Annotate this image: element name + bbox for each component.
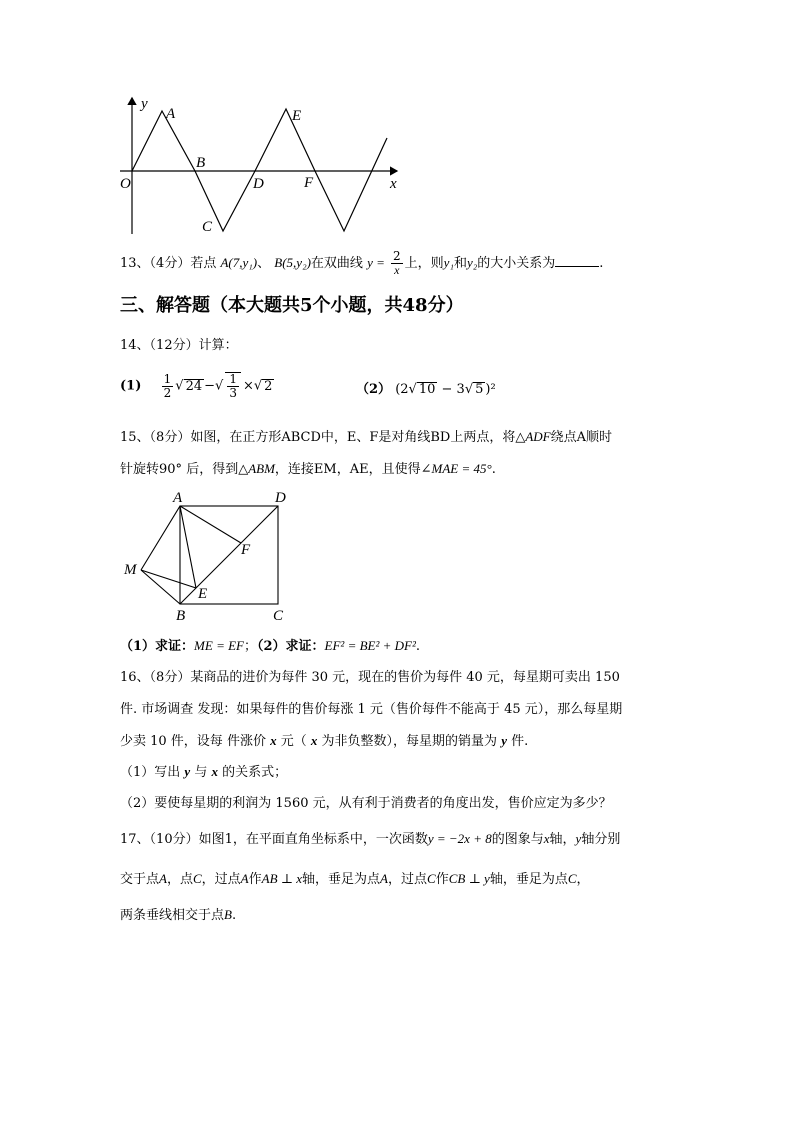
- point-B-label: B: [196, 155, 206, 171]
- q13-text-a: 若点: [190, 256, 217, 271]
- q15-angle: ∠MAE = 45°: [420, 461, 492, 476]
- q16-line-3: [120, 730, 528, 749]
- q13-y2: y₂: [466, 255, 478, 270]
- q14-part-2: [356, 378, 496, 397]
- q17-line2-f: ，过点: [388, 872, 428, 887]
- q14-p2-radicand-2: 5: [475, 382, 484, 397]
- q17-line1-b: 的图象与: [491, 832, 544, 847]
- q14-p1-frac-den: 3: [229, 386, 237, 400]
- question-14: [120, 334, 238, 353]
- q14-p2-label: （2）: [356, 382, 392, 397]
- q17-point-c-2: C: [427, 871, 436, 886]
- question-13: [120, 250, 603, 277]
- q17-y-axis: y: [575, 831, 582, 846]
- q15-line2-a: 针旋转90°: [120, 462, 183, 477]
- q16-p1-b: 与: [194, 765, 208, 780]
- q16-p1-y: y: [184, 764, 191, 779]
- label-F: F: [241, 542, 251, 558]
- square-figure: [118, 486, 298, 626]
- q16-p1-c: 的关系式；: [222, 765, 288, 780]
- q14-p1-half-den: 2: [163, 385, 172, 400]
- label-M: M: [124, 562, 137, 578]
- label-E: E: [198, 586, 208, 602]
- label-D: D: [275, 490, 286, 506]
- q16-part-1: [120, 761, 287, 780]
- q16-line-1: 16、（8分）某商品的进价为每件 30 元，现在的售价为每件 40 元，每星期可卖出 150: [120, 670, 620, 685]
- segment-ae: [180, 506, 196, 588]
- question-15-line-1: [120, 426, 612, 445]
- point-E-label: E: [292, 108, 302, 124]
- q13-frac-den: x: [394, 263, 400, 277]
- q16-var-x-2: x: [310, 733, 318, 748]
- sqrt-icon: √: [215, 378, 224, 394]
- q14-p2-expr-b: − 3: [437, 382, 465, 397]
- q17-line-3: [120, 904, 236, 923]
- q14-p1-radicand-1: 24: [185, 378, 203, 394]
- q17-line1-d: 轴分别: [581, 832, 621, 847]
- q13-score: （4分）: [149, 256, 191, 271]
- q17-point-c-3: C: [567, 871, 577, 886]
- q14-p1-frac-num: 1: [229, 372, 237, 386]
- q17-line3-end: .: [231, 908, 237, 923]
- q13-y1: y₁: [443, 255, 454, 270]
- q13-answer-blank[interactable]: [555, 254, 599, 267]
- segment-af: [180, 506, 241, 543]
- q17-line-2: [120, 868, 590, 887]
- q13-text-b: 在双曲线: [310, 256, 363, 271]
- q13-sep: 、: [257, 256, 271, 271]
- diagonal-bd: [180, 506, 278, 604]
- q14-p1-half: [162, 373, 174, 400]
- segment-mb: [141, 570, 180, 604]
- q13-end: .: [599, 256, 604, 271]
- q15-line1-a: 15、（8分）如图，在正方形ABCD中，E、F是对角线BD上两点，将: [120, 430, 516, 445]
- q14-p2-expr-a: (2: [395, 382, 409, 397]
- q14-number: 14、: [120, 338, 150, 353]
- question-15-line-2: [120, 458, 496, 477]
- q13-frac-num: 2: [393, 249, 401, 263]
- q13-text-d: 和: [453, 256, 467, 271]
- q17-x-axis: x: [543, 831, 550, 846]
- y-axis-label: y: [141, 96, 148, 112]
- q17-line2-e: 轴，垂足为点: [302, 872, 381, 887]
- point-F-label: F: [304, 175, 314, 191]
- q17-func: y = −2x + 8: [427, 831, 492, 846]
- q15-p2-expr: EF² = BE² + DF²: [324, 638, 416, 653]
- sqrt-icon: √: [408, 382, 417, 397]
- q15-p1-label: （1）求证：: [120, 639, 195, 654]
- q17-line2-i: ，: [576, 872, 590, 887]
- sqrt-icon: √: [175, 378, 184, 394]
- q15-p1-expr: ME = EF: [194, 638, 244, 653]
- q14-text: 计算：: [198, 338, 238, 353]
- q16-line3-d: 件.: [511, 734, 529, 749]
- q14-score: （12分）: [149, 338, 199, 353]
- point-A-label: A: [166, 106, 176, 122]
- origin-label: O: [120, 176, 131, 192]
- q14-p1-minus: −: [204, 378, 216, 394]
- q17-line1-a: 17、（10分）如图1，在平面直角坐标系中，一次函数: [120, 832, 428, 847]
- q16-line-2: 件. 市场调查 发现：如果每件的售价每涨 1 元（售价每件不能高于 45 元），那么每星期: [120, 702, 623, 717]
- q15-line1-b: 绕点A顺时: [550, 430, 613, 445]
- q14-p2-expr-c: )²: [485, 382, 496, 397]
- q14-p1-half-num: 1: [163, 371, 172, 386]
- q15-p2-label: （2）求证：: [257, 639, 325, 654]
- q13-point-a: A(7,y₁): [220, 255, 258, 270]
- q17-point-b: B: [224, 907, 232, 922]
- point-D-label: D: [253, 176, 264, 192]
- q14-p1-times: ×: [242, 378, 254, 394]
- q13-fraction: [391, 250, 403, 277]
- q17-point-a: A: [159, 871, 167, 886]
- q14-p1-radicand-2: 2: [264, 378, 273, 394]
- q17-line2-g: 作: [435, 872, 449, 887]
- q13-number: 13、: [120, 256, 150, 271]
- q17-line2-h: 轴，垂足为点: [489, 872, 568, 887]
- section-3-heading: 三、解答题（本大题共5个小题，共48分）: [120, 295, 464, 316]
- q15-triangle-adf: △ADF: [515, 429, 551, 444]
- q15-line2-end: .: [491, 462, 496, 477]
- q14-part-1: [120, 372, 274, 400]
- q16-line3-c: 为非负整数），每星期的销量为: [321, 734, 498, 749]
- q17-perp-1: AB ⊥ x: [261, 871, 303, 886]
- q13-func-lhs: y =: [367, 255, 385, 270]
- q15-parts-end: .: [415, 639, 421, 654]
- q17-line-1: [120, 828, 620, 847]
- q13-text-c: 上，则: [404, 256, 444, 271]
- q16-part-2: （2）要使每星期的利润为 1560 元，从有利于消费者的角度出发，售价应定为多少？: [120, 796, 612, 811]
- label-B: B: [176, 608, 186, 624]
- wave-figure: [110, 92, 410, 242]
- segment-me: [141, 570, 196, 588]
- q16-line3-b: 元（: [280, 734, 307, 749]
- q16-var-x-1: x: [270, 733, 277, 748]
- zigzag-line: [132, 109, 387, 231]
- q13-point-b: B(5,y₂): [274, 255, 311, 270]
- sqrt-icon: √: [464, 382, 474, 397]
- q14-p2-radicand-1: 10: [418, 382, 436, 397]
- q17-point-c: C: [192, 871, 202, 886]
- sqrt-icon: √: [253, 378, 263, 394]
- q15-parts-sep: ；: [243, 639, 257, 654]
- q13-text-e: 的大小关系为: [477, 256, 556, 271]
- q17-line2-d: 作: [248, 872, 262, 887]
- q17-line2-c: ，过点: [201, 872, 241, 887]
- label-C: C: [273, 608, 284, 624]
- q17-line2-a: 交于点: [120, 872, 160, 887]
- point-C-label: C: [202, 219, 213, 235]
- q17-point-a-3: A: [380, 871, 388, 886]
- q14-p1-label: (1): [120, 378, 142, 394]
- q17-line3-a: 两条垂线相交于点: [120, 908, 225, 923]
- q15-line2-b: 后，得到: [186, 462, 239, 477]
- q15-parts: [120, 635, 420, 654]
- q14-p1-frac: [225, 372, 241, 400]
- q15-line2-c: ，连接EM，AE，且使得: [274, 462, 421, 477]
- x-axis-label: x: [390, 176, 397, 192]
- q17-line2-b: ，点: [166, 872, 193, 887]
- q17-line1-c: 轴，: [549, 832, 576, 847]
- q17-point-a-2: A: [240, 871, 249, 886]
- q16-p1-a: （1）写出: [120, 765, 181, 780]
- q15-triangle-abm: △ABM: [238, 461, 275, 476]
- q16-var-y: y: [501, 733, 507, 748]
- segment-am: [141, 506, 180, 570]
- q17-perp-2: CB ⊥ y: [448, 871, 490, 886]
- label-A: A: [173, 490, 183, 506]
- q16-p1-x: x: [211, 764, 218, 779]
- q16-line3-a: 少卖 10 件，设每 件涨价: [120, 734, 266, 749]
